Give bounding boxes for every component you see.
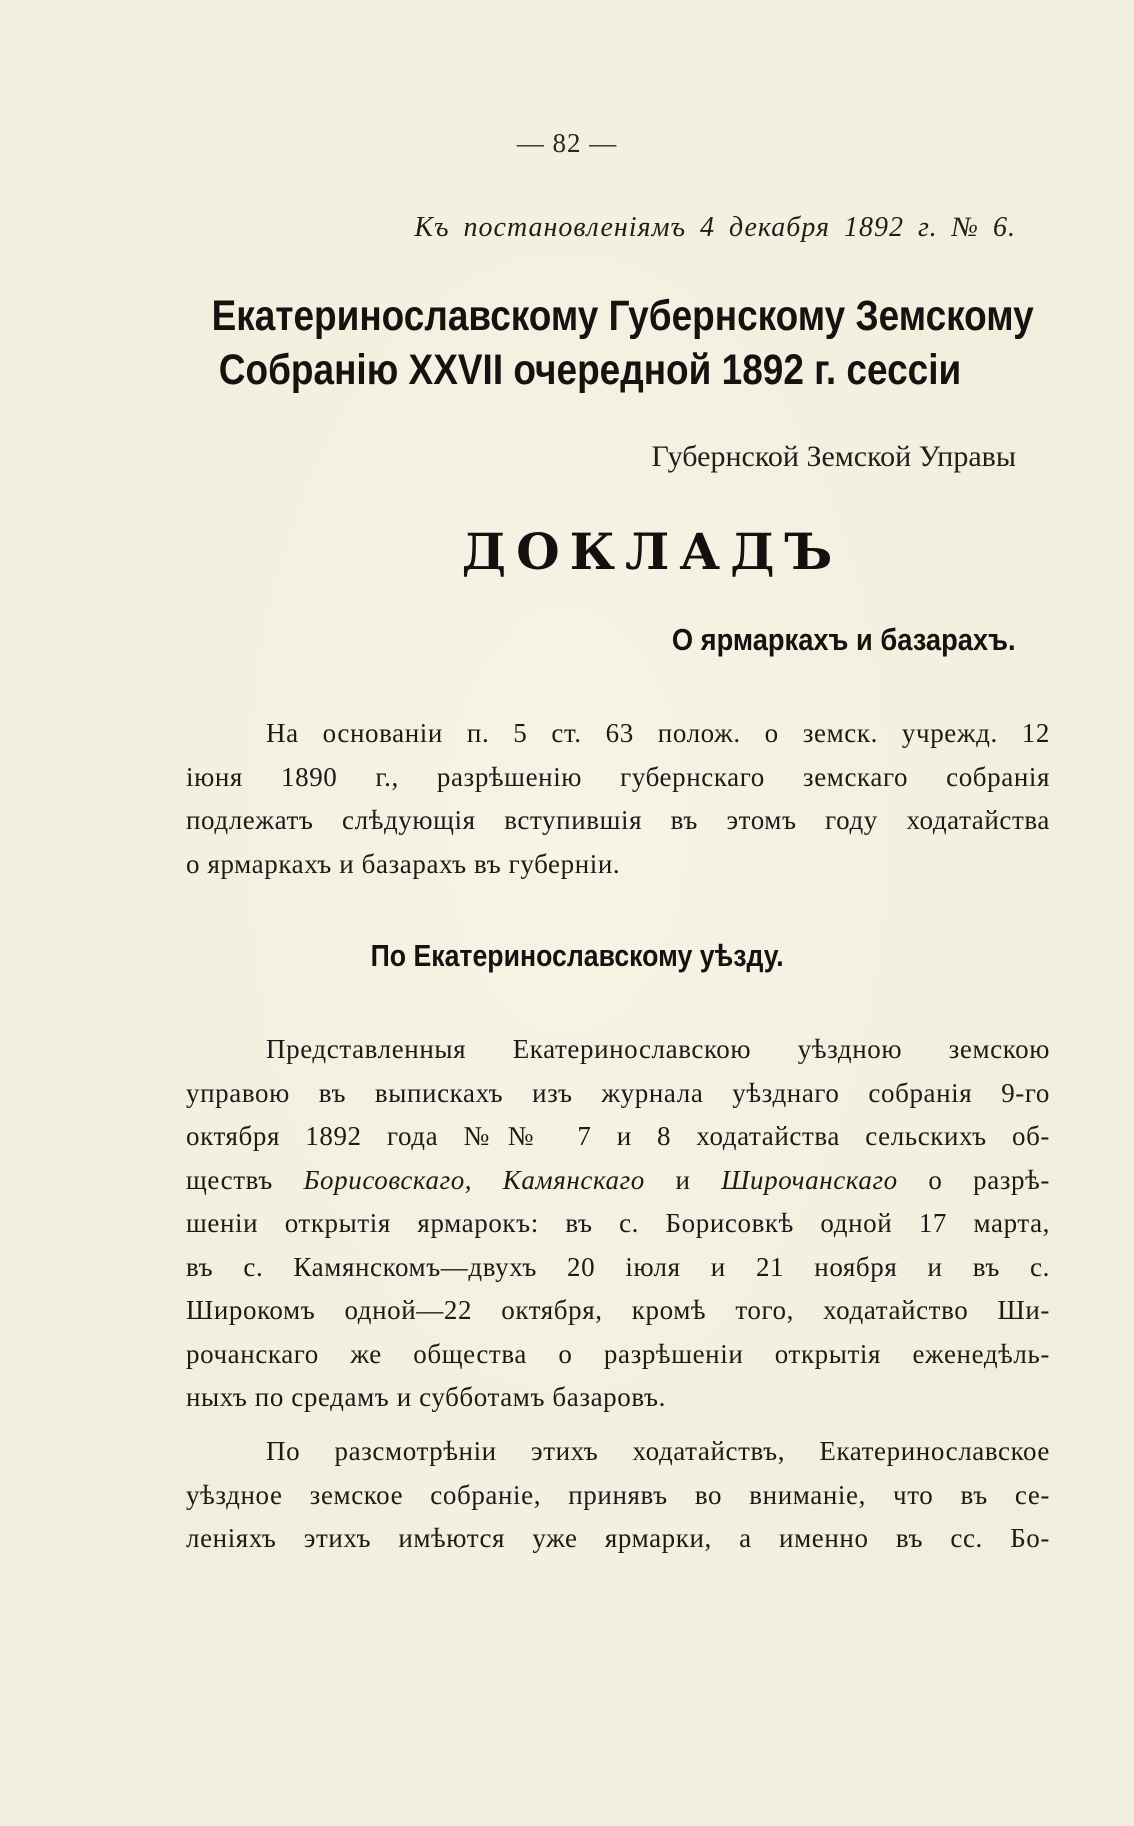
text-line: въ с. Камянскомъ—двухъ 20 іюля и 21 ноября и въ с. (186, 1251, 1050, 1282)
report-subject: О ярмаркахъ и базарахъ. (672, 622, 1016, 657)
assembly-heading-line-1: Екатеринославскому Губернскому Земскому (211, 292, 1034, 340)
text-line: По разсмотрѣніи этихъ ходатайствъ, Екатеринославское (266, 1436, 1050, 1466)
italic-place-names: Борисовскаго, Камянскаго (303, 1164, 645, 1195)
text-fragment: ществъ (186, 1164, 273, 1195)
text-line: рочанскаго же общества о разрѣшеніи открытія еженедѣль- (186, 1338, 1050, 1369)
report-title: ДОКЛАДЪ (461, 522, 843, 581)
text-line: о ярмаркахъ и базарахъ въ губерніи. (186, 848, 621, 879)
italic-place-name: Широчанскаго (721, 1164, 898, 1195)
text-line: Широкомъ одной—22 октября, кромѣ того, ходатайство Ши- (186, 1295, 1050, 1325)
text-line: леніяхъ этихъ имѣются уже ярмарки, а именно въ сс. Бо- (186, 1523, 1050, 1553)
text-line: управою въ выпискахъ изъ журнала уѣзднаго собранія 9-го (186, 1077, 1050, 1108)
text-line: уѣздное земское собраніе, принявъ во вниманіе, что въ се- (186, 1479, 1050, 1510)
page-number: — 82 — (516, 128, 618, 158)
text-fragment: о разрѣ- (928, 1164, 1050, 1195)
text-line: На основаніи п. 5 ст. 63 полож. о земск. учрежд. 12 (266, 718, 1050, 748)
resolution-reference: Къ постановленіямъ 4 декабря 1892 г. № 6. (414, 212, 1016, 243)
paragraph-petitions (186, 1028, 1050, 1420)
section-heading-text: По Екатеринославскому уѣзду. (370, 938, 784, 973)
section-heading (0, 938, 1134, 974)
paragraph-consideration (186, 1430, 1050, 1561)
text-line: ныхъ по средамъ и субботамъ базаровъ. (186, 1382, 666, 1412)
assembly-heading-line-2: Собранію XXVII очередной 1892 г. сессіи (218, 346, 962, 394)
board-heading: Губернской Земской Управы (651, 440, 1016, 473)
text-line (186, 1159, 1050, 1203)
text-line: шеніи открытія ярмарокъ: въ с. Борисовкѣ одной 17 марта, (186, 1208, 1050, 1238)
text-line: Представленныя Екатеринославскою уѣздною земскою (266, 1034, 1050, 1064)
text-line: іюня 1890 г., разрѣшенію губернскаго земскаго собранія (186, 761, 1050, 792)
text-line: подлежатъ слѣдующія вступившія въ этомъ году ходатайства (186, 805, 1050, 835)
paragraph-legal-basis (186, 712, 1050, 886)
text-fragment: и (675, 1164, 691, 1195)
text-line: октября 1892 года №№ 7 и 8 ходатайства сельскихъ об- (186, 1121, 1050, 1151)
